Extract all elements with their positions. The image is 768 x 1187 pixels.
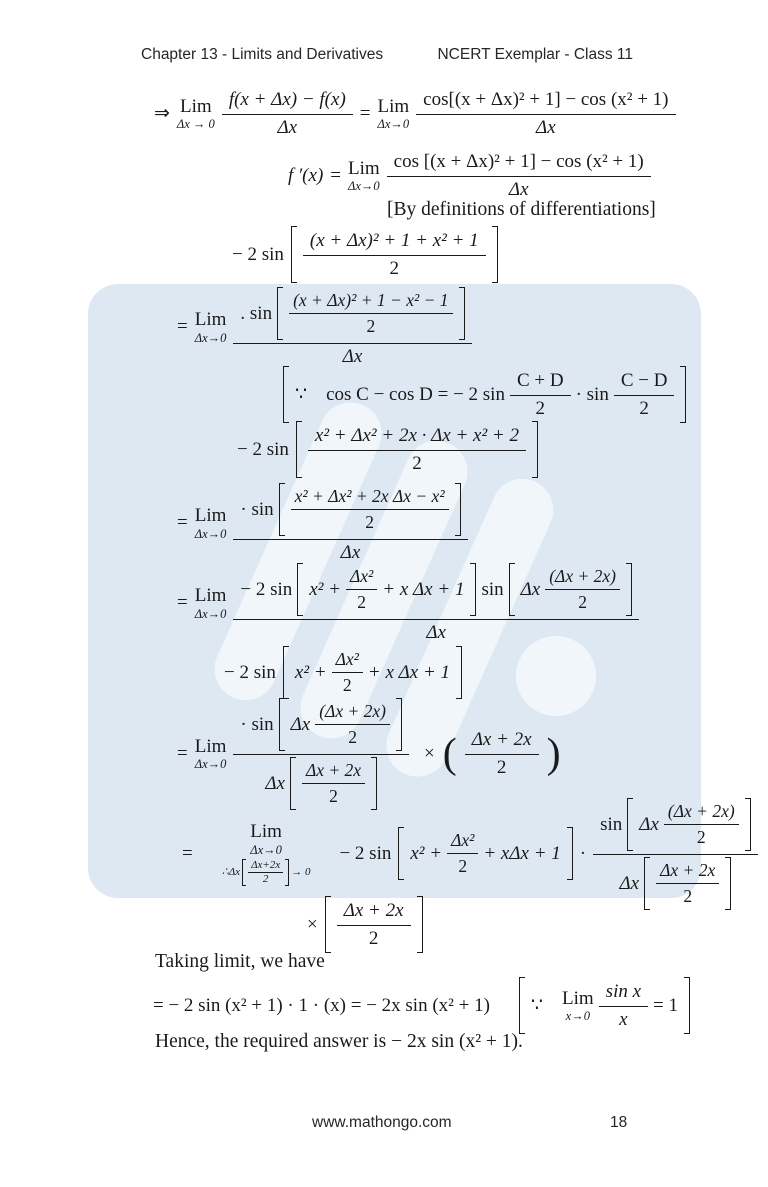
equals-sign: = <box>182 842 193 864</box>
limit-word: Lim <box>348 157 380 179</box>
fraction <box>291 486 449 533</box>
limit-operator <box>195 736 227 771</box>
bracket-group <box>296 421 538 478</box>
denominator: 2 <box>458 856 468 876</box>
term: + x Δx + 1 <box>382 578 465 600</box>
numerator: Δx + 2x <box>656 860 719 884</box>
minus-two-sin: − 2 sin <box>224 661 276 683</box>
numerator: x² + Δx² + 2x Δx − x² <box>291 486 449 510</box>
dot-sin: · sin <box>240 498 274 520</box>
numerator: f(x + Δx) − f(x) <box>222 88 353 115</box>
denominator: Δx <box>426 622 446 643</box>
term: Δx <box>639 813 659 835</box>
body-text: Taking limit, we have <box>155 951 325 972</box>
limit-condition <box>222 859 311 886</box>
limit-word: Lim <box>180 95 212 117</box>
equals-sign: = <box>177 742 188 764</box>
equation-7 <box>177 562 639 644</box>
bracket-group <box>297 563 476 616</box>
limit-operator <box>195 585 227 620</box>
f-prime: f ′(x) <box>288 164 324 186</box>
outer-fraction <box>233 482 467 564</box>
numerator: C − D <box>614 369 675 396</box>
equation-12 <box>153 977 690 1034</box>
term: x² + <box>309 578 341 600</box>
limit-subscript: x→0 <box>565 1009 590 1024</box>
numerator: cos[(x + Δx)² + 1] − cos (x² + 1) <box>416 88 675 115</box>
equation-11 <box>307 896 423 953</box>
right-bracket <box>626 563 632 616</box>
right-bracket <box>745 798 751 851</box>
bracket-group <box>519 977 690 1034</box>
dot-sin: · sin <box>575 383 609 405</box>
denominator: 2 <box>366 316 376 336</box>
denominator: 2 <box>578 592 587 612</box>
limit-subscript: Δx→0 <box>194 330 227 345</box>
right-bracket <box>532 421 538 478</box>
denominator: 2 <box>412 453 422 474</box>
denominator: 2 <box>639 398 649 419</box>
sin-word: sin <box>600 813 623 835</box>
limit-subscript: Δx→0 <box>194 606 227 621</box>
footer-url[interactable]: www.mathongo.com <box>312 1114 452 1131</box>
term: x² + <box>410 842 443 864</box>
taking-limit-text <box>155 951 325 973</box>
right-bracket <box>456 646 462 699</box>
numerator: Δx² <box>447 830 478 854</box>
bracket-group <box>277 287 464 340</box>
denominator: 2 <box>329 786 338 806</box>
final-evaluation: = − 2 sin (x² + 1) · 1 · (x) = − 2x sin (x² + 1) <box>153 994 490 1016</box>
fraction <box>545 566 620 613</box>
limit-operator <box>378 96 410 131</box>
denominator: Δx <box>340 542 361 563</box>
denominator: Δx <box>342 346 363 367</box>
bracket-group <box>279 483 461 536</box>
conclusion-text <box>155 1031 523 1053</box>
outer-fraction <box>233 562 639 644</box>
right-bracket <box>417 896 423 953</box>
limit-subscript: Δx → 0 <box>176 117 215 132</box>
denominator: 2 <box>262 872 269 885</box>
body-text: Hence, the required answer is − 2x sin (x² + 1). <box>155 1031 523 1052</box>
numerator: (x + Δx)² + 1 + x² + 1 <box>303 229 486 256</box>
limit-word: Lim <box>194 585 227 607</box>
multiplication-dot: · <box>579 842 587 864</box>
right-bracket <box>455 483 461 536</box>
book-title: NCERT Exemplar - Class 11 <box>437 46 633 63</box>
term: + xΔx + 1 <box>483 842 561 864</box>
limit-word: Lim <box>250 821 282 843</box>
fraction <box>222 88 353 139</box>
outer-fraction <box>233 286 471 368</box>
dot-sin: · sin <box>240 713 274 735</box>
fraction <box>315 701 390 748</box>
limit-operator <box>195 309 227 344</box>
equation-9: = Lim Δx→0 · sin Δx $\frac{(\Delta x + 2x)}{2}$ Δx $\frac{\Delta x + 2x}{2}$ × ( $\frac{\Delta x + 2x}{2}$ ) <box>177 697 562 810</box>
numerator: Δx + 2x <box>337 899 411 926</box>
denominator: 2 <box>342 675 352 695</box>
equation-1 <box>154 88 676 139</box>
denominator: Δx <box>536 117 556 138</box>
fraction <box>346 566 377 613</box>
equation-2 <box>288 150 651 201</box>
equals-sign: = <box>177 316 188 337</box>
denominator: 2 <box>357 592 366 612</box>
equation-5 <box>237 421 538 478</box>
fraction <box>599 980 648 1031</box>
equation-10 <box>182 797 758 910</box>
because-symbol: ∵ <box>530 995 543 1016</box>
fraction <box>465 728 539 779</box>
numerator: (Δx + 2x) <box>545 566 620 590</box>
term: Δx <box>520 578 541 600</box>
bracket-group <box>509 563 632 616</box>
limit-word: Lim <box>194 505 227 527</box>
fraction <box>289 290 452 337</box>
right-bracket <box>567 827 573 880</box>
fraction <box>416 88 675 139</box>
fraction <box>337 899 411 950</box>
denominator: 2 <box>365 512 374 532</box>
page-header <box>141 46 633 64</box>
minus-two-sin: − 2 sin <box>240 578 293 600</box>
limit-word: Lim <box>194 735 227 757</box>
equation-4 <box>177 286 472 368</box>
numerator: Δx + 2x <box>302 760 365 784</box>
note-text: [By definitions of differentiations] <box>387 199 656 220</box>
minus-two-sin: − 2 sin <box>339 842 392 864</box>
fraction <box>664 801 739 848</box>
term: Δx <box>619 872 640 894</box>
numerator: Δx² <box>346 566 377 590</box>
identity-text: cos C − cos D = − 2 sin <box>326 383 505 405</box>
limit-operator <box>177 96 215 131</box>
minus-two-sin: − 2 sin <box>232 243 284 265</box>
denominator: 2 <box>368 928 379 949</box>
equals-sign: = <box>177 512 188 533</box>
sin-word: sin <box>481 578 504 600</box>
limit-subscript: Δx→0 <box>250 842 282 857</box>
right-bracket <box>725 857 731 910</box>
denominator: Δx <box>277 117 298 138</box>
limit-word: Lim <box>194 309 227 331</box>
right-bracket <box>470 563 476 616</box>
cos-identity-note <box>283 366 686 423</box>
numerator: Δx + 2x <box>465 728 539 755</box>
limit-subscript: Δx→0 <box>377 117 410 132</box>
denominator: Δx <box>508 179 529 200</box>
limit-word: Lim <box>377 95 410 117</box>
equals-sign: = <box>177 592 188 613</box>
fraction <box>447 830 478 877</box>
fraction <box>387 150 651 201</box>
equals-sign: = <box>330 164 341 186</box>
denominator: x <box>619 1009 628 1030</box>
fraction <box>332 649 363 696</box>
fraction <box>510 369 571 420</box>
fraction <box>656 860 719 907</box>
bracket-group <box>242 859 289 886</box>
footer-page-number: 18 <box>610 1114 628 1131</box>
equation-3 <box>232 226 498 283</box>
term: Δx <box>290 713 311 735</box>
numerator: Δx+2x <box>248 860 283 873</box>
equation-6 <box>177 482 468 564</box>
term: + x Δx + 1 <box>367 661 451 683</box>
denominator: 2 <box>496 757 507 778</box>
equals-sign: = <box>359 102 371 124</box>
numerator: (Δx + 2x) <box>315 701 390 725</box>
limit-operator <box>195 505 227 540</box>
bracket-group <box>627 798 750 851</box>
implies-symbol: ⇒ <box>154 103 170 124</box>
limit-word: Lim <box>562 987 594 1009</box>
limit-subscript: Δx→0 <box>348 179 380 194</box>
limit-subscript: Δx→0 <box>194 757 227 772</box>
equation-8 <box>224 646 462 699</box>
right-bracket <box>396 698 402 751</box>
minus-two-sin: − 2 sin <box>237 438 289 460</box>
right-bracket <box>680 366 686 423</box>
denominator: 2 <box>389 258 400 279</box>
numerator: (x + Δx)² + 1 − x² − 1 <box>289 290 452 314</box>
times-sign: × <box>424 742 435 764</box>
numerator: Δx² <box>332 649 363 673</box>
right-bracket <box>684 977 690 1034</box>
bracket-group <box>325 896 423 953</box>
fraction <box>303 229 486 280</box>
bracket-group <box>283 646 462 699</box>
dot-sin: . sin <box>240 302 273 324</box>
bracket-group <box>644 857 731 910</box>
numerator: (Δx + 2x) <box>664 801 739 825</box>
tends-to-zero: → 0 <box>291 865 311 878</box>
bracket-group <box>283 366 686 423</box>
right-bracket <box>285 859 289 886</box>
denominator: 2 <box>696 827 706 847</box>
term: Δx <box>265 772 285 794</box>
denominator: 2 <box>535 398 546 419</box>
outer-fraction <box>593 797 758 910</box>
limit-operator <box>348 158 380 193</box>
times-sign: × <box>307 913 318 935</box>
numerator: cos [(x + Δx)² + 1] − cos (x² + 1) <box>387 150 651 177</box>
fraction <box>308 424 526 475</box>
right-bracket <box>492 226 498 283</box>
fraction <box>248 860 283 885</box>
denominator: 2 <box>348 727 357 747</box>
fraction <box>614 369 675 420</box>
term: x² + <box>294 661 327 683</box>
because-symbol: ∵ <box>295 384 308 405</box>
bracket-group <box>398 827 572 880</box>
numerator: sin x <box>599 980 648 1007</box>
right-bracket <box>459 287 465 340</box>
therefore-delta-x: ∴Δx <box>221 865 241 878</box>
definition-note <box>387 199 656 221</box>
bracket-group <box>279 698 402 751</box>
numerator: x² + Δx² + 2x · Δx + x² + 2 <box>308 424 526 451</box>
limit-subscript: Δx→0 <box>194 526 227 541</box>
outer-fraction <box>233 697 409 810</box>
limit-operator-with-condition <box>222 821 311 885</box>
denominator: 2 <box>683 886 693 906</box>
chapter-title: Chapter 13 - Limits and Derivatives <box>141 46 384 63</box>
numerator: C + D <box>510 369 571 396</box>
bracket-group <box>291 226 498 283</box>
equals-one: = 1 <box>653 994 678 1016</box>
limit-operator <box>562 988 594 1023</box>
